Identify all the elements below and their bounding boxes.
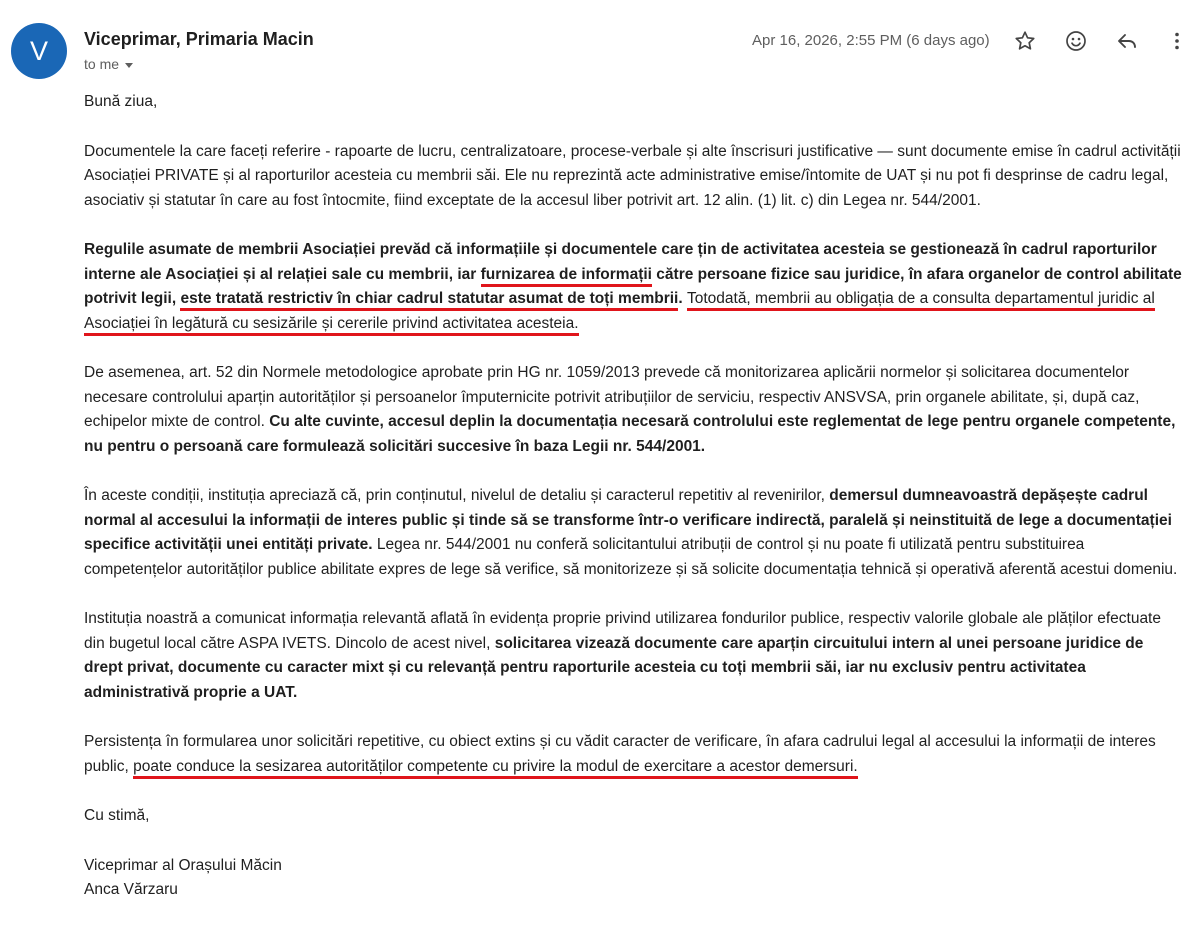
- recipient-label: to me: [84, 56, 120, 72]
- sender-avatar[interactable]: V: [11, 23, 67, 79]
- bold-text: demersul dumneavoastră depășește cadrul normal al accesului la informații de interes public și tinde să se transforme într-o verificare indirectă, paralelă și neinstituită de lege a documentației specifice activității unei entități private.: [84, 487, 1172, 553]
- paragraph-1: Documentele la care faceți referire - rapoarte de lucru, centralizatoare, procese-verbale și alte înscrisuri justificative — sunt documente emise în cadrul activității Asociației PRIVATE și al raporturilor acesteia cu membrii săi. Ele nu reprezintă acte administrative emise/întomite de UAT și nu pot fi desprinse de cadru legal, asociativ și statutar în care au fost întocmite, fiind exceptate de la accesul liber potrivit art. 12 alin. (1) lit. c) din Legea nr. 544/2001.: [84, 142, 1181, 209]
- emoji-reaction-button[interactable]: [1061, 26, 1091, 56]
- reply-button[interactable]: [1112, 26, 1142, 56]
- more-vert-icon: [1165, 29, 1189, 53]
- paragraph-6: [84, 730, 1184, 779]
- more-options-button[interactable]: [1162, 26, 1192, 56]
- bold-text: .: [678, 290, 687, 307]
- star-icon: [1013, 29, 1037, 53]
- bold-text: Regulile asumate de membrii Asociației prevăd că informațiile și documentele care țin de activitatea acesteia se gestionează în cadrul raporturilor interne ale Asociației și al relației sale cu membrii, iar: [84, 241, 1157, 283]
- text: De asemenea, art. 52 din Normele metodologice aprobate prin HG nr. 1059/2013 prevede că monitorizarea aplicării normelor și solicitarea documentelor necesare controlului aparțin autorităților și persoanelor împuternicite potrivit atribuțiilor de serviciu, respectiv ANSVSA, prin organele abilitate, și, după caz, echipelor mixte de control.: [84, 364, 1140, 430]
- bold-text: solicitarea vizează documente care aparțin circuitului intern al unei persoane juridice de drept privat, documente cu caracter mixt și cu relevanță pentru raporturile acesteia cu toți membrii săi, iar nu exclusiv pentru activitatea administrativă proprie a UAT.: [84, 634, 1144, 701]
- signature-name: Anca Vărzaru: [84, 881, 178, 898]
- message-body: [84, 84, 1184, 903]
- paragraph-2: [84, 238, 1184, 336]
- paragraph-5: [84, 607, 1184, 705]
- greeting: Bună ziua,: [84, 93, 158, 110]
- closing: Cu stimă,: [84, 807, 150, 824]
- text: Persistența în formularea unor solicitări repetitive, cu obiect extins și cu vădit caracter de verificare, în afara cadrului legal al accesului la informații de interes public,: [84, 733, 1156, 775]
- text: Legea nr. 544/2001 nu conferă solicitantului atribuții de control și nu poate fi utilizată pentru substituirea competențelor autorităților publice abilitate expres de lege să verifice, să monitorizeze și să solicite documentația tehnică și operativă aferentă acestui domeniu.: [84, 536, 1178, 578]
- message-timestamp: Apr 16, 2026, 2:55 PM (6 days ago): [752, 32, 990, 49]
- text: Instituția noastră a comunicat informația relevantă aflată în evidența proprie privind utilizarea fondurilor publice, respectiv valorile globale ale plăților efectuate din bugetul local către ASPA IVETS. Dincolo de acest nivel,: [84, 610, 1161, 652]
- underlined-text: Totodată, membrii au obligația de a consulta departamentul juridic al Asociației în legătură cu sesizările și cererile privind activitatea acesteia.: [84, 290, 1155, 336]
- star-button[interactable]: [1010, 26, 1040, 56]
- reply-icon: [1115, 29, 1139, 53]
- chevron-down-icon[interactable]: [125, 63, 133, 68]
- underlined-bold-text: este tratată restrictiv în chiar cadrul statutar asumat de toți membrii: [180, 290, 678, 311]
- recipient-line: [84, 56, 133, 72]
- underlined-text: poate conduce la sesizarea autorităților competente cu privire la modul de exercitare a acestor demersuri.: [133, 758, 858, 779]
- underlined-bold-text: furnizarea de informații: [481, 266, 652, 287]
- sender-name[interactable]: Viceprimar, Primaria Macin: [84, 29, 314, 49]
- paragraph-4: [84, 484, 1184, 582]
- text: În aceste condiții, instituția apreciază că, prin conținutul, nivelul de detaliu și caracterul repetitiv al revenirilor,: [84, 487, 830, 504]
- paragraph-3: [84, 361, 1184, 459]
- bold-text: Cu alte cuvinte, accesul deplin la documentația necesară controlului este reglementat de lege pentru organele competente, nu pentru o persoană care formulează solicitări succesive în baza Legii nr. 544/2001.: [84, 413, 1176, 455]
- emoji-icon: [1064, 29, 1088, 53]
- signature-title: Viceprimar al Orașului Măcin: [84, 856, 282, 874]
- bold-text: către persoane fizice sau juridice, în afara organelor de control abilitate potrivit legii,: [84, 265, 1182, 307]
